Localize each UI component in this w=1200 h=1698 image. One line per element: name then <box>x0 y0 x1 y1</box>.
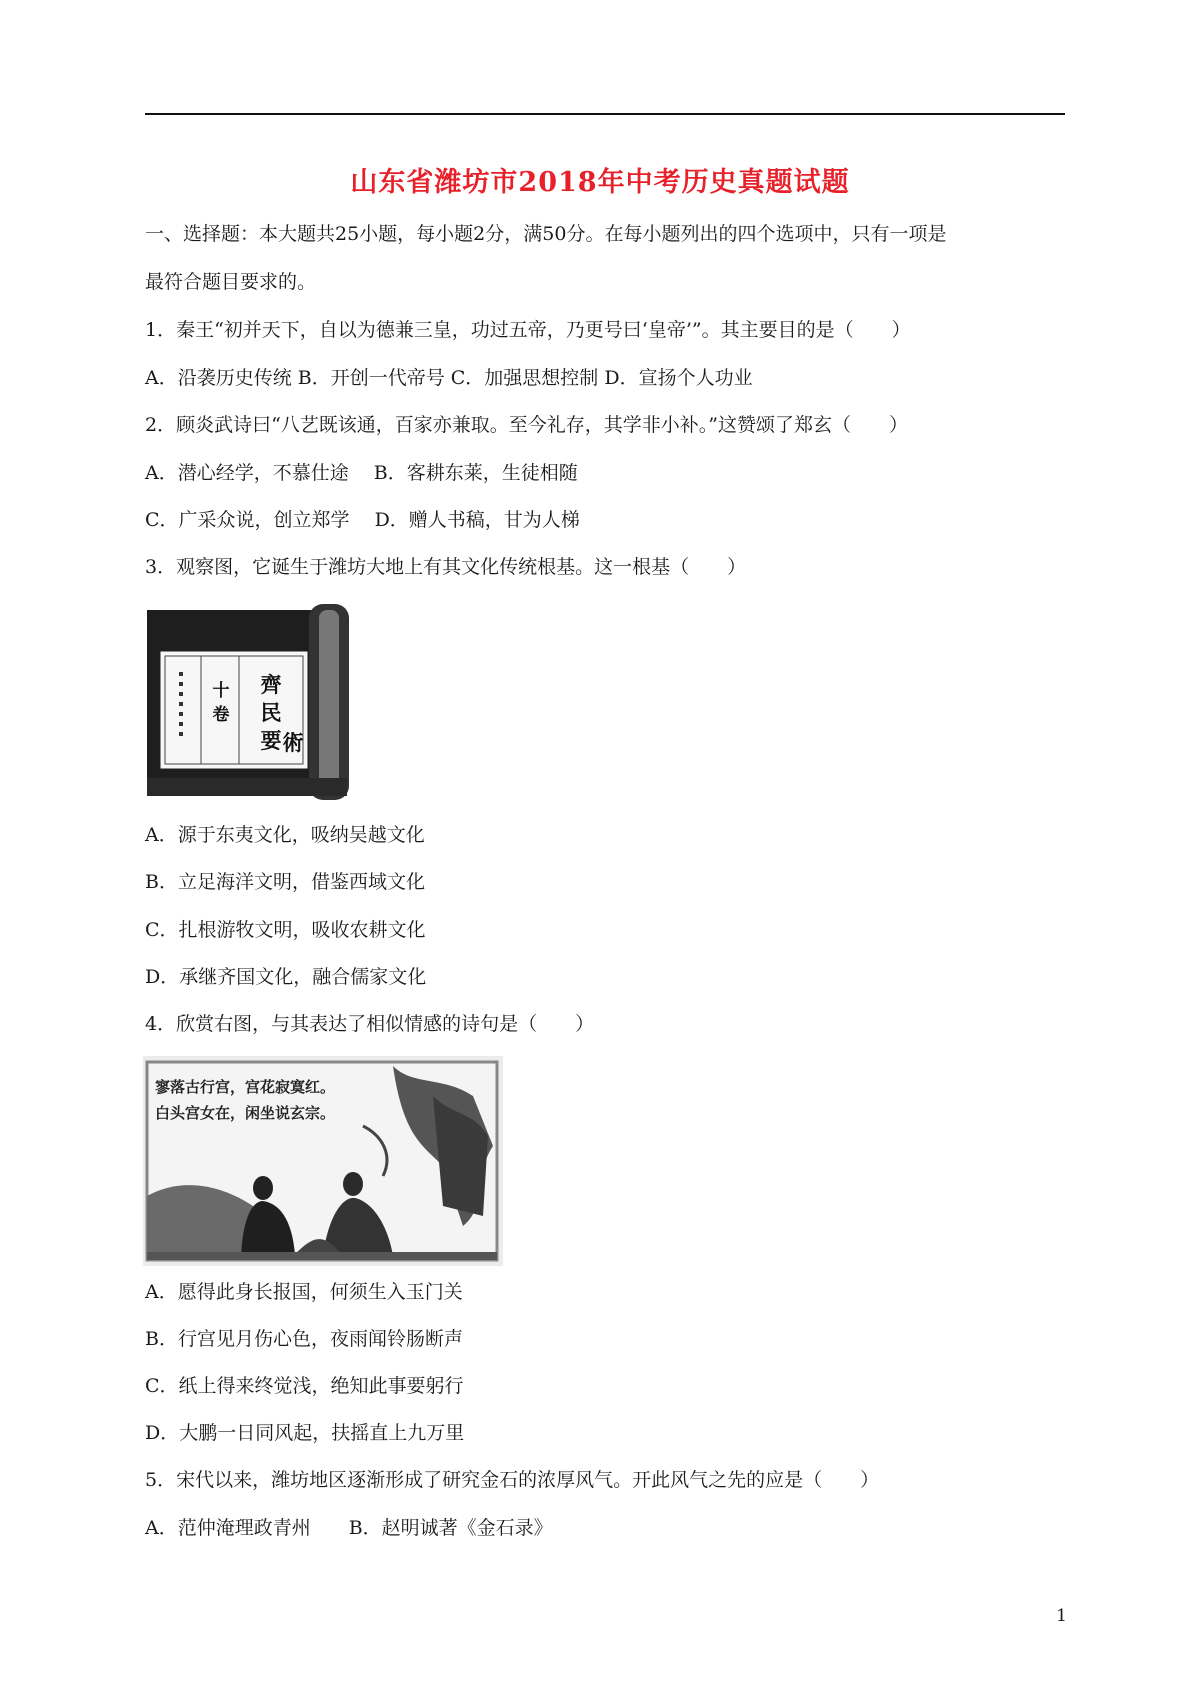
question-4-option-d: D．大鹏一日同风起，扶摇直上九万里 <box>145 1422 465 1444</box>
book-title-char-3: 要 <box>260 728 282 753</box>
book-title-char-4: 術 <box>282 730 304 755</box>
book-volume-char-1: 十 <box>212 681 230 701</box>
painting-poem-line-1: 寥落古行宫，宫花寂寞红。 <box>155 1078 336 1096</box>
section-instructions-line1: 一、选择题：本大题共25小题，每小题2分，满50分。在每小题列出的四个选项中，只有一项是 <box>145 223 947 245</box>
book-volume-char-2: 卷 <box>212 705 230 725</box>
question-4-stem: 4．欣赏右图，与其表达了相似情感的诗句是（ ） <box>145 1013 595 1035</box>
header-rule <box>145 113 1065 115</box>
question-5-options-line1: A．范仲淹理政青州 B．赵明诚著《金石录》 <box>145 1517 553 1539</box>
question-3-option-b: B．立足海洋文明，借鉴西域文化 <box>145 871 425 893</box>
question-2-options-line2: C．广采众说，创立郑学 D．赠人书稿，甘为人梯 <box>145 509 580 531</box>
question-3-option-d: D．承继齐国文化，融合儒家文化 <box>145 966 427 988</box>
page-title: 山东省潍坊市2018年中考历史真题试题 <box>350 167 850 198</box>
question-2-stem: 2．顾炎武诗曰“八艺既该通，百家亦兼取。至今礼存，其学非小补。”这赞颂了郑玄（ ） <box>145 414 909 436</box>
question-3-option-c: C．扎根游牧文明，吸收农耕文化 <box>145 919 426 941</box>
painting-poem-line-2: 白头宫女在，闲坐说玄宗。 <box>155 1104 336 1122</box>
book-title-char-2: 民 <box>260 700 282 725</box>
question-4-figure-painting <box>143 1056 503 1266</box>
question-3-figure-book <box>143 600 355 802</box>
question-4-option-a: A．愿得此身长报国，何须生入玉门关 <box>145 1281 463 1303</box>
section-instructions-line2: 最符合题目要求的。 <box>145 271 317 293</box>
question-2-options-line1: A．潜心经学，不慕仕途 B．客耕东莱，生徒相随 <box>145 462 578 484</box>
question-3-option-a: A．源于东夷文化，吸纳吴越文化 <box>145 824 425 846</box>
question-5-stem: 5．宋代以来，潍坊地区逐渐形成了研究金石的浓厚风气。开此风气之先的应是（ ） <box>145 1469 880 1491</box>
question-3-stem: 3．观察图，它诞生于潍坊大地上有其文化传统根基。这一根基（ ） <box>145 556 747 578</box>
question-1-stem: 1．秦王“初并天下，自以为德兼三皇，功过五帝，乃更号曰‘皇帝’”。其主要目的是（ ） <box>145 319 911 341</box>
question-4-option-c: C．纸上得来终觉浅，绝知此事要躬行 <box>145 1375 464 1397</box>
page-number: 1 <box>1056 1606 1067 1626</box>
question-4-option-b: B．行宫见月伤心色，夜雨闻铃肠断声 <box>145 1328 463 1350</box>
question-1-options: A．沿袭历史传统 B．开创一代帝号 C．加强思想控制 D．宣扬个人功业 <box>145 367 753 389</box>
book-title-char-1: 齊 <box>260 672 282 697</box>
